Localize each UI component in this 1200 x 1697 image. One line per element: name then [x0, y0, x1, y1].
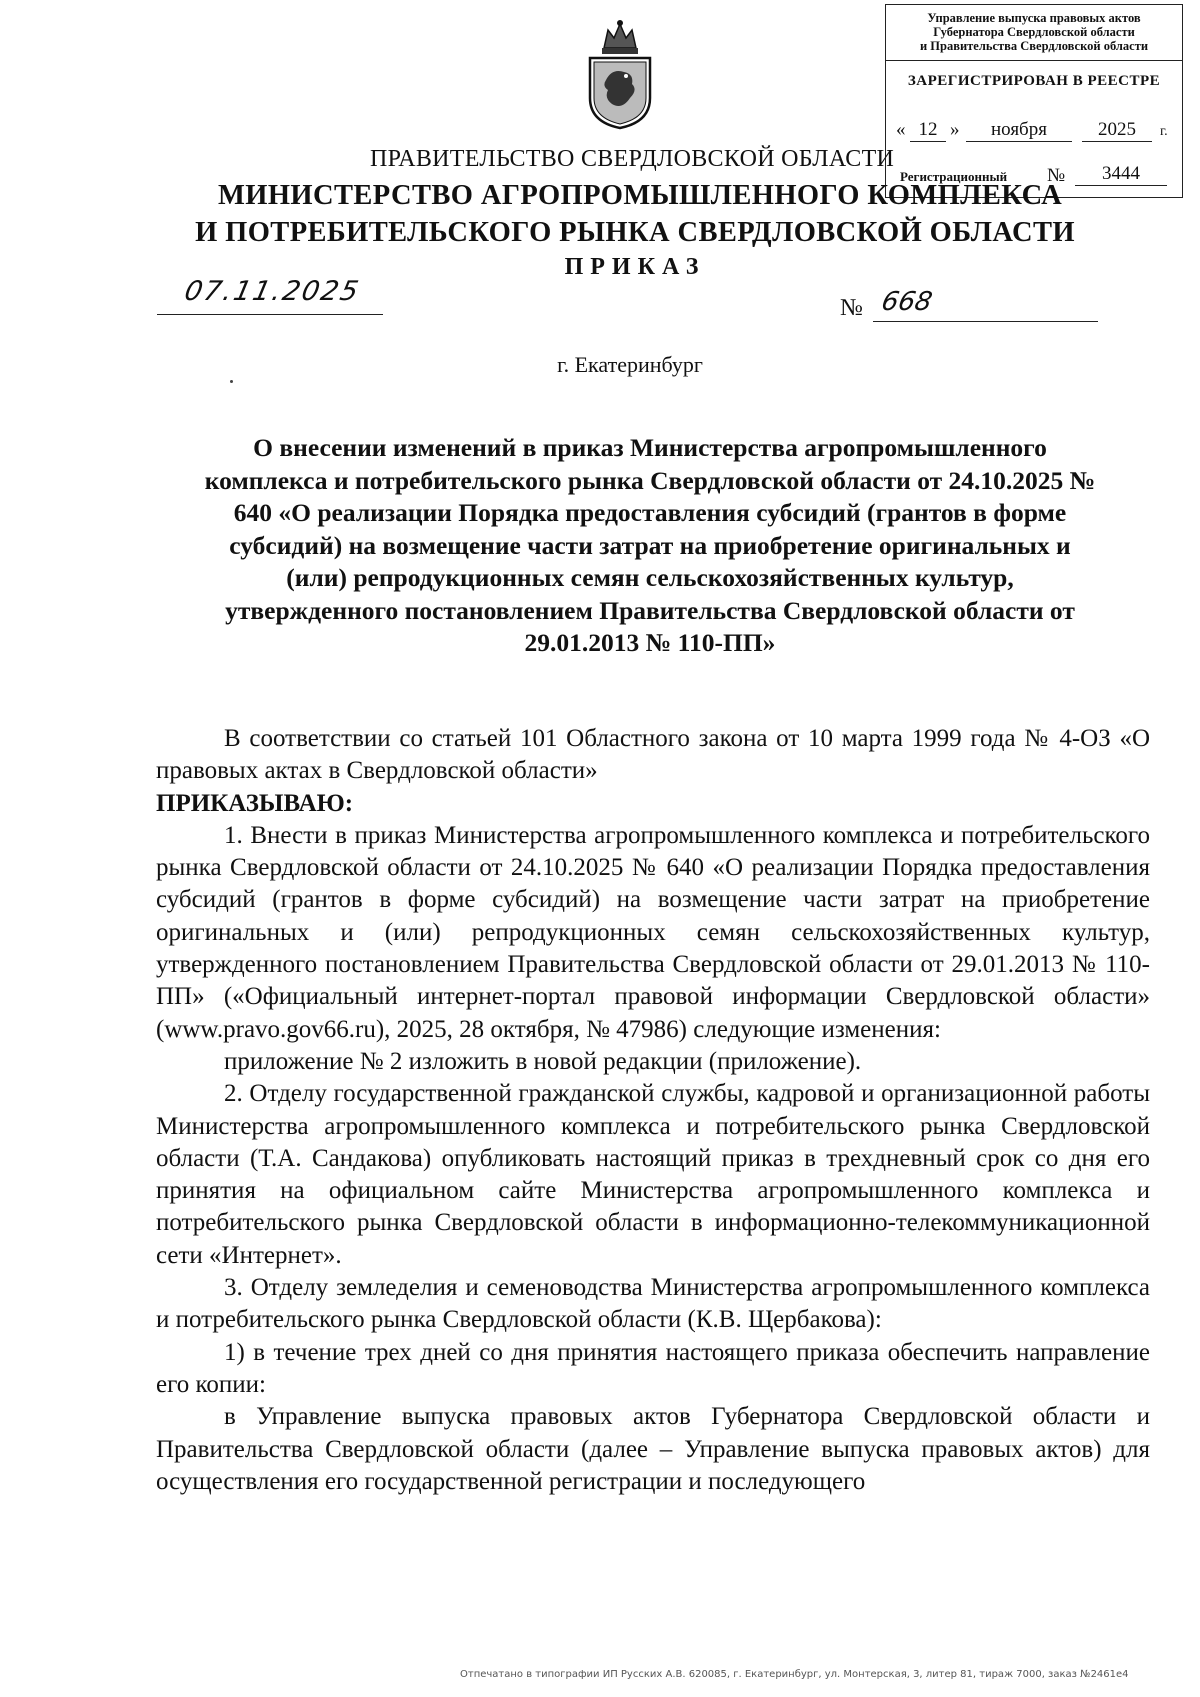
order-number: 668 [878, 287, 935, 317]
stamp-header [886, 5, 1182, 61]
order-date: 07.11.2025 [181, 276, 363, 307]
city: г. Екатеринбург [557, 352, 703, 377]
stamp-year: 2025 [1082, 119, 1152, 142]
clause-3-1: 1) в течение трех дней со дня принятия настоящего приказа обеспечить направление его копии: [156, 1338, 1150, 1398]
order-number-sign: № [840, 295, 863, 321]
coat-of-arms-icon [582, 18, 658, 130]
document-type: ПРИКАЗ [564, 254, 706, 280]
stamp-header-line: Управление выпуска правовых актов [927, 11, 1141, 25]
clause-3: 3. Отделу земледелия и семеноводства Министерства агропромышленного комплекса и потребительского рынка Свердловской области (К.В. Щербакова): [156, 1274, 1150, 1334]
scan-dot [230, 380, 233, 383]
stamp-reg-sign: № [1047, 165, 1066, 186]
date-underline [157, 314, 383, 315]
print-footer: Отпечатано в типографии ИП Русских А.В. 620085, г. Екатеринбург, ул. Монтерская, 3, литер 81, тираж 7000, заказ №2461е4 [460, 1669, 1129, 1680]
clause-1: 1. Внести в приказ Министерства агропромышленного комплекса и потребительского рынка Свердловской области от 24.10.2025 № 640 «О реализации Порядка предоставления субсидий (грантов в форме субсидий) на возмещение части затрат на приобретение оригинальных и (или) репродукционных семян сельскохозяйственных культур, утвержденного постановлением Правительства Свердловской области от 29.01.2013 № 110-ПП» («Официальный интернет-портал правовой информации Свердловской области» (www.pravo.gov66.ru), 2025, 28 октября, № 47986) следующие изменения: [156, 821, 1150, 1043]
stamp-month: ноября [966, 119, 1072, 142]
stamp-reg-number: 3444 [1075, 163, 1167, 186]
stamp-quote-open: « [896, 119, 906, 140]
number-underline [873, 321, 1098, 322]
stamp-day: 12 [910, 119, 946, 142]
clause-2: 2. Отделу государственной гражданской службы, кадровой и организационной работы Министерства агропромышленного комплекса и потребительского рынка Свердловской области (Т.А. Сандакова) опубликовать настоящий приказ в трехдневный срок со дня его принятия на официальном сайте Министерства агропромышленного комплекса и потребительского рынка Свердловской области в информационно-телекоммуникационной сети «Интернет». [156, 1080, 1150, 1269]
stamp-header-line: и Правительства Свердловской области [919, 39, 1149, 53]
preamble: В соответствии со статьей 101 Областного закона от 10 марта 1999 года № 4-ОЗ «О правовых актах в Свердловской области» [156, 725, 1150, 785]
stamp-quote-close: » [950, 119, 960, 140]
stamp-header-line: Губернатора Свердловской области [933, 25, 1135, 39]
stamp-reg-label: Регистрационный [900, 169, 1008, 184]
clause-1-amendment: приложение № 2 изложить в новой редакции (приложение). [224, 1047, 862, 1075]
registration-stamp [885, 4, 1183, 198]
stamp-registered-label: ЗАРЕГИСТРИРОВАН В РЕЕСТРЕ [907, 73, 1161, 89]
ministry-name-line1: МИНИСТЕРСТВО АГРОПРОМЫШЛЕННОГО КОМПЛЕКСА [218, 180, 1063, 211]
order-word: ПРИКАЗЫВАЮ: [156, 789, 354, 817]
document-title: О внесении изменений в приказ Министерства агропромышленного комплекса и потребительского рынка Свердловской области от 24.10.2025 № 640 «О реализации Порядка предоставления субсидий (грантов в форме субсидий) на возмещение части затрат на приобретение оригинальных и (или) репродукционных семян сельскохозяйственных культур, утвержденного постановлением Правительства Свердловской области от 29.01.2013 № 110-ПП» [204, 433, 1096, 657]
clause-3-1-recipient: в Управление выпуска правовых актов Губернатора Свердловской области и Правительства Свердловской области (далее – Управление выпуска правовых актов) для осуществления его государственной регистрации и последующего [156, 1403, 1150, 1495]
ministry-name-line2: И ПОТРЕБИТЕЛЬСКОГО РЫНКА СВЕРДЛОВСКОЙ ОБЛАСТИ [195, 217, 1075, 248]
document-body [156, 723, 1150, 1498]
government-name: ПРАВИТЕЛЬСТВО СВЕРДЛОВСКОЙ ОБЛАСТИ [370, 146, 895, 172]
stamp-year-suffix: г. [1160, 124, 1168, 139]
